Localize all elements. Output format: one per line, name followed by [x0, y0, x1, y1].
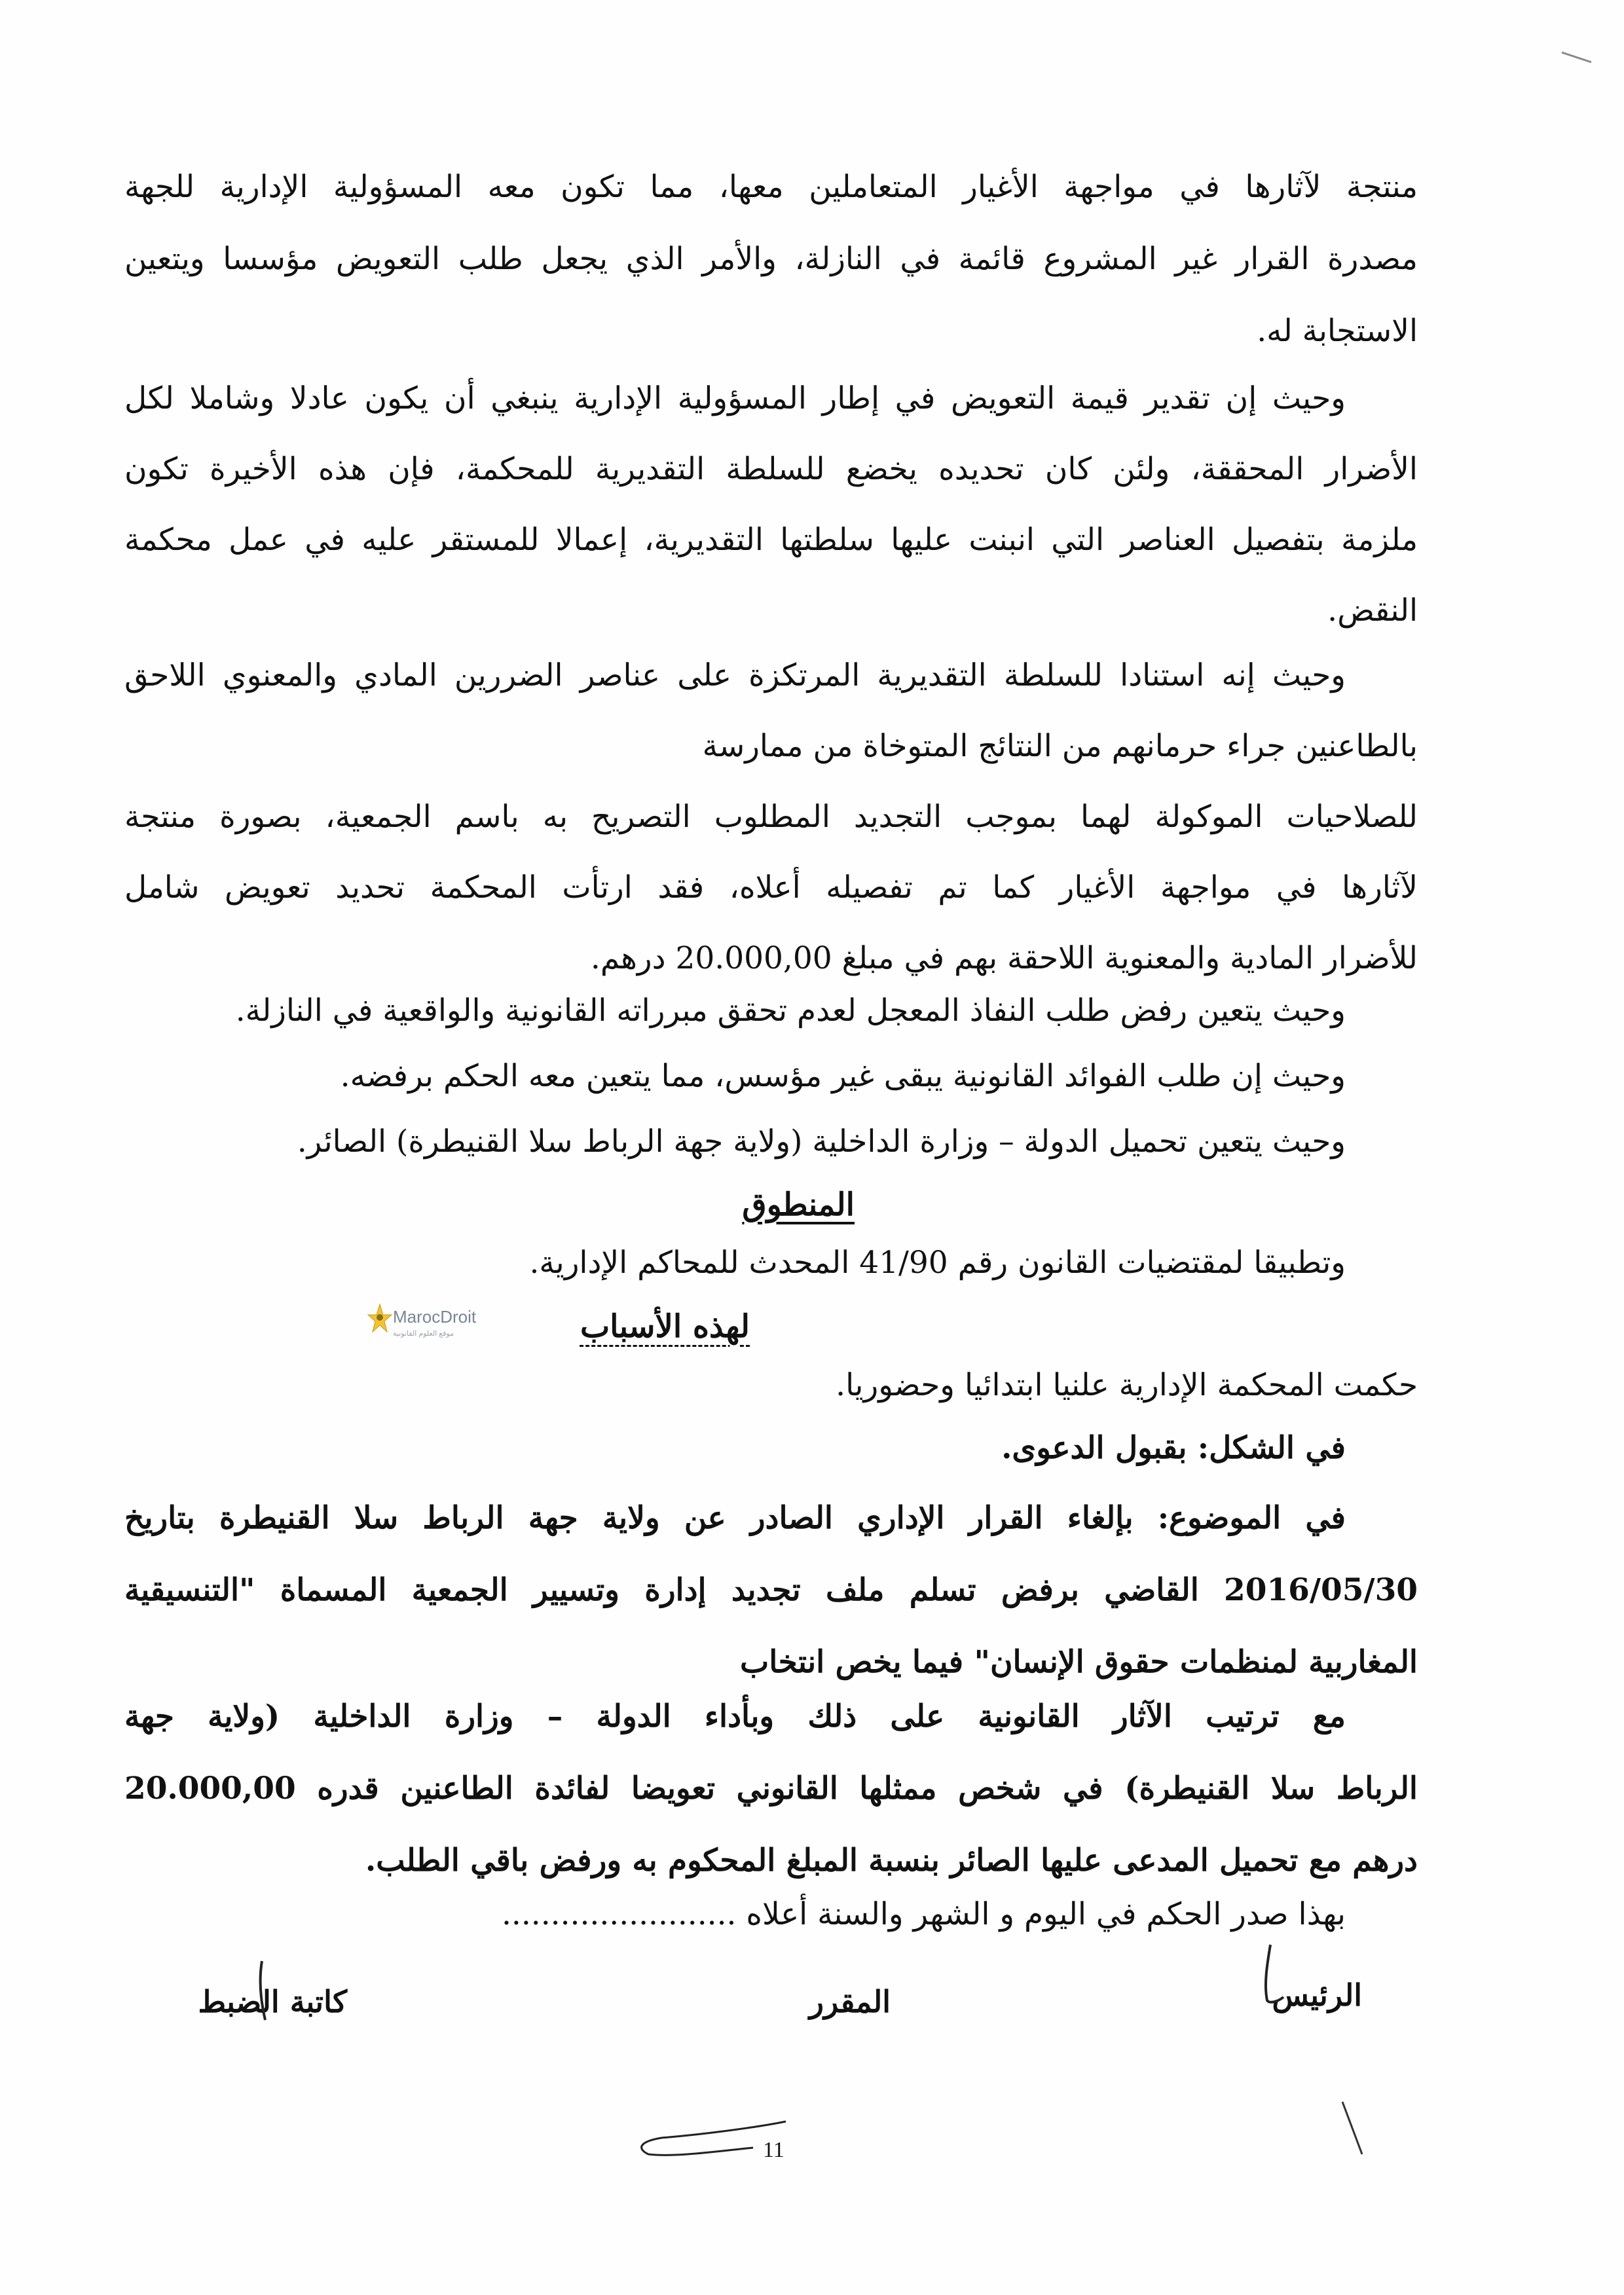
paragraph-6-text: وحيث يتعين تحميل الدولة – وزارة الداخلية (ولاية جهة الرباط سلا القنيطرة) الصائر. — [297, 1124, 1346, 1160]
ruling-consequences — [124, 1698, 1418, 1917]
margin-mark — [1336, 2095, 1375, 2161]
ruling-closing-text: بهذا صدر الحكم في اليوم و الشهر والسنة أعلاه ........................ — [501, 1896, 1346, 1932]
paragraph-3-line-5: للأضرار المادية والمعنوية اللاحقة بهم في مبلغ 20.000,00 درهم. — [590, 940, 1418, 976]
paragraph-3-line-4: لآثارها في مواجهة الأغيار كما تم تفصيله أعلاه، فقد ارتأت المحكمة تحديد تعويض شامل — [124, 870, 1418, 906]
paragraph-2-line-3: ملزمة بتفصيل العناصر التي انبنت عليها سلطتها التقديرية، إعمالا للمستقر عليه في عمل محكمة — [124, 522, 1418, 558]
clerk-signature-scribble — [242, 1958, 282, 2023]
paragraph-1-line-1: منتجة لآثارها في مواجهة الأغيار المتعاملين معها، مما تكون معه المسؤولية الإدارية للجهة — [124, 169, 1418, 205]
heading-asbab: لهذه الأسباب — [580, 1308, 750, 1345]
paragraph-3-line-3: للصلاحيات الموكولة لهما بموجب التجديد المطلوب التصريح به باسم الجمعية، بصورة منتجة — [124, 799, 1418, 835]
paragraph-6 — [124, 1124, 1418, 1160]
ruling-consequences-line-3: درهم مع تحميل المدعى عليها الصائر بنسبة المبلغ المحكوم به ورفض باقي الطلب. — [365, 1843, 1418, 1879]
paragraph-1 — [124, 169, 1418, 388]
page-number: 11 — [763, 2138, 784, 2162]
paragraph-3 — [124, 657, 1418, 1014]
paragraph-1-line-2: مصدرة القرار غير المشروع قائمة في النازلة، والأمر الذي يجعل طلب التعويض مؤسسا ويتعين — [124, 241, 1418, 277]
ruling-subject — [124, 1500, 1418, 1719]
ruling-subject-line-1: في الموضوع: بإلغاء القرار الإداري الصادر عن ولاية جهة الرباط سلا القنيطرة بتاريخ — [124, 1500, 1346, 1536]
watermark-logo — [367, 1303, 563, 1355]
ruling-form — [124, 1430, 1418, 1466]
signature-president: الرئيس — [1272, 1977, 1362, 2013]
signature-clerk: كاتبة الضبط — [198, 1984, 347, 2019]
paragraph-2-line-2: الأضرار المحققة، ولئن كان تحديده يخضع للسلطة التقديرية للمحكمة، فإن هذه الأخيرة تكون — [124, 451, 1418, 487]
watermark-name: MarocDroit — [393, 1307, 477, 1327]
corner-mark — [1559, 39, 1598, 79]
paragraph-1-line-3: الاستجابة له. — [1257, 313, 1418, 349]
ruling-form-text: في الشكل: بقبول الدعوى. — [1001, 1430, 1346, 1466]
ruling-subject-line-2: 2016/05/30 القاضي برفض تسلم ملف تجديد إدارة وتسيير الجمعية المسماة "التنسيقية — [124, 1572, 1418, 1608]
ruling-closing — [124, 1896, 1418, 1932]
mantuq-text — [124, 1245, 1418, 1281]
paragraph-4-text: وحيث يتعين رفض طلب النفاذ المعجل لعدم تحقق مبرراته القانونية والواقعية في النازلة. — [235, 993, 1346, 1029]
mantuq-text-line: وتطبيقا لمقتضيات القانون رقم 41/90 المحدث للمحاكم الإدارية. — [529, 1245, 1346, 1281]
paragraph-2-line-4: النقض. — [1327, 593, 1418, 629]
heading-mantuq: المنطوق — [742, 1186, 855, 1223]
paragraph-3-line-1: وحيث إنه استنادا للسلطة التقديرية المرتكزة على عناصر الضررين المادي والمعنوي اللاحق — [124, 657, 1346, 693]
ruling-intro-text: حكمت المحكمة الإدارية علنيا ابتدائيا وحضوريا. — [836, 1367, 1418, 1403]
paragraph-2-line-1: وحيث إن تقدير قيمة التعويض في إطار المسؤولية الإدارية ينبغي أن يكون عادلا وشاملا لكل — [124, 380, 1346, 416]
ruling-consequences-line-1: مع ترتيب الآثار القانونية على ذلك وبأداء الدولة – وزارة الداخلية (ولاية جهة — [124, 1698, 1346, 1735]
star-icon — [367, 1303, 393, 1336]
ruling-consequences-line-2: الرباط سلا القنيطرة) في شخص ممثلها القانوني تعويضا لفائدة الطاعنين قدره 20.000,00 — [124, 1771, 1418, 1807]
watermark-tagline: موقع العلوم القانونية — [393, 1330, 454, 1338]
paragraph-5-text: وحيث إن طلب الفوائد القانونية يبقى غير مؤسس، مما يتعين معه الحكم برفضه. — [340, 1058, 1346, 1094]
paragraph-3-line-2: بالطاعنين جراء حرمانهم من النتائج المتوخاة من ممارسة — [702, 728, 1418, 764]
president-signature-scribble — [1231, 1938, 1310, 2017]
paragraph-5 — [124, 1058, 1418, 1094]
paragraph-2 — [124, 380, 1418, 666]
paragraph-4 — [124, 993, 1418, 1029]
ruling-subject-line-3: المغاربية لمنظمات حقوق الإنسان" فيما يخص انتخاب — [740, 1644, 1418, 1680]
signature-rapporteur: المقرر — [809, 1984, 891, 2019]
ruling-intro — [124, 1367, 1418, 1403]
